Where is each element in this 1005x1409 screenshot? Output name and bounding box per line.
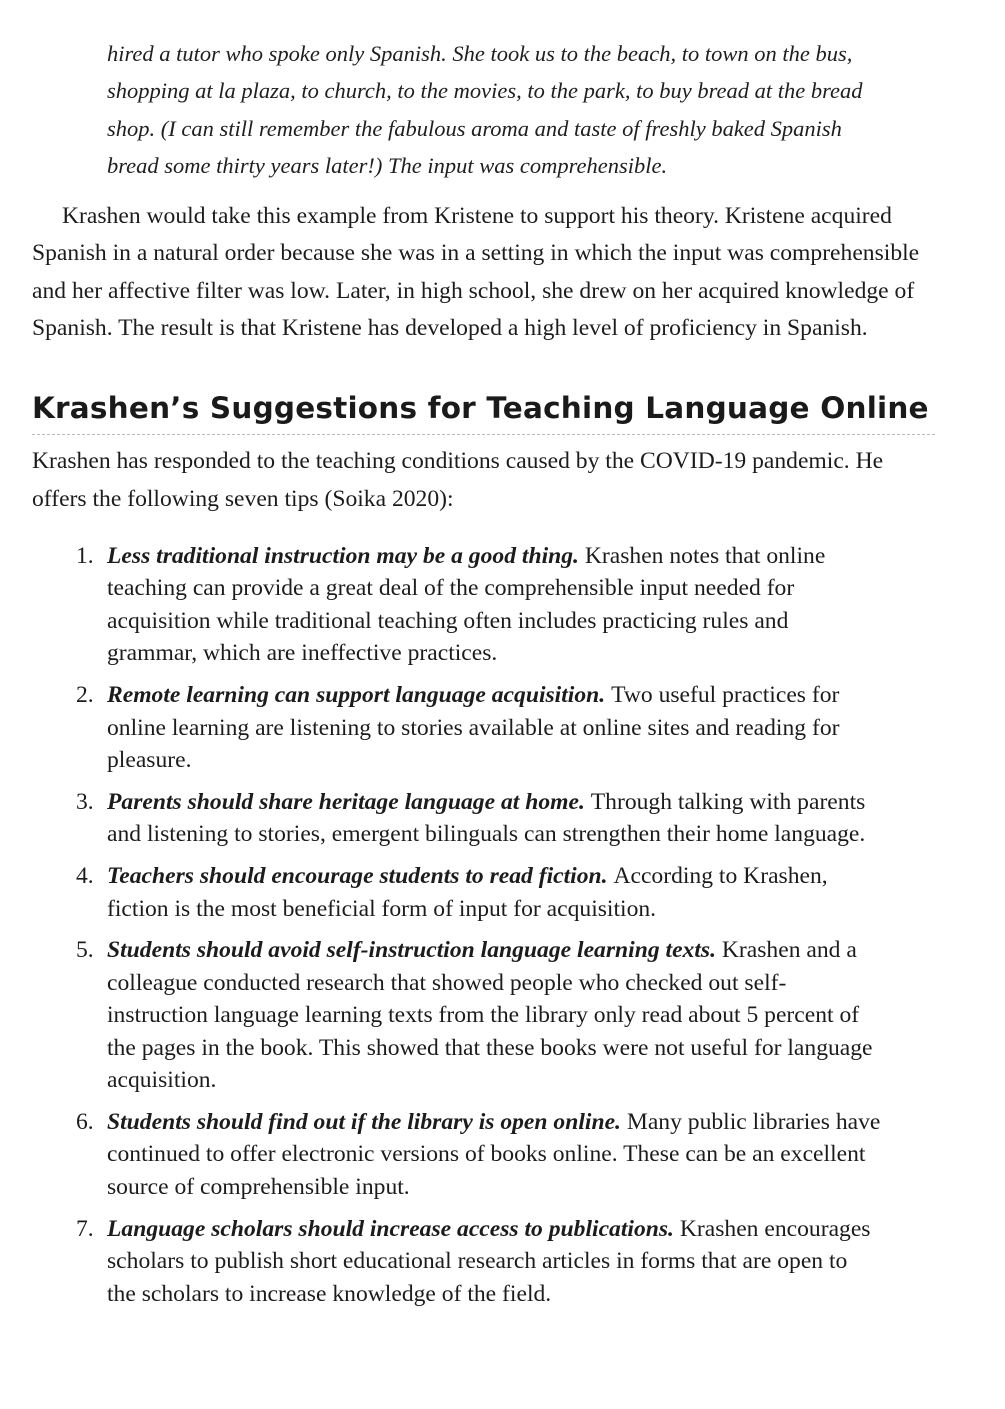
tip-number: 1. (76, 542, 94, 569)
section-intro: Krashen has responded to the teaching conditions caused by the COVID-19 pandemic. He offers the following seven tips (Soika 2020): (32, 448, 884, 512)
tip-number: 2. (76, 682, 94, 709)
tip-lead: Students should avoid self-instruction language learning texts. (107, 937, 722, 964)
tip-item (32, 860, 882, 925)
tip-item (32, 786, 882, 851)
tip-body: Many public libraries have continued to offer electronic versions of books online. These can be an excellent source of comprehensible input. (107, 1108, 881, 1200)
tip-lead: Less traditional instruction may be a good thing. (107, 542, 585, 569)
tip-body: According to Krashen, fiction is the most beneficial form of input for acquisition. (107, 863, 828, 922)
tip-body: Two useful practices for online learning are listening to stories available at online sites and reading for pleasure. (107, 682, 840, 773)
tips-list (32, 540, 935, 1310)
tip-lead: Parents should share heritage language at home. (107, 788, 591, 815)
body-paragraph: Krashen would take this example from Kristene to support his theory. Kristene acquired Spanish in a natural order because she was in a setting in which the input was comprehensible and her affective filter was low. Later, in high school, she drew on her acquired knowledge of Spanish. The result is that Kristene has developed a high level of proficiency in Spanish. (32, 203, 920, 342)
tip-lead: Teachers should encourage students to read fiction. (107, 863, 614, 890)
tip-lead: Remote learning can support language acquisition. (107, 682, 612, 709)
tip-number: 6. (76, 1108, 94, 1135)
tip-number: 4. (76, 863, 94, 890)
tip-body: Krashen encourages scholars to publish short educational research articles in forms that are open to the scholars to increase knowledge of the field. (107, 1215, 871, 1307)
document-page (32, 0, 935, 1319)
tip-number: 3. (76, 788, 94, 815)
tip-item (32, 540, 882, 670)
tip-body: Through talking with parents and listening to stories, emergent bilinguals can strengthen their home language. (107, 788, 866, 848)
tip-number: 7. (76, 1215, 94, 1242)
block-quote (32, 0, 887, 184)
tip-lead: Language scholars should increase access to publications. (107, 1215, 680, 1242)
tip-item (32, 1106, 882, 1203)
section-heading: Krashen’s Suggestions for Teaching Language Online (32, 388, 935, 435)
block-quote-text: hired a tutor who spoke only Spanish. She took us to the beach, to town on the bus, shopping at la plaza, to church, to the movies, to the park, to buy bread at the bread shop. (I can still remember the fabulous aroma and taste of freshly baked Spanish bread some thirty years later!) The input was comprehensible. (107, 41, 863, 178)
tip-body: Krashen and a colleague conducted research that showed people who checked out self-instruction language learning texts from the library only read about 5 percent of the pages in the book. This showed that these books were not useful for language acquisition. (107, 937, 873, 1094)
tip-lead: Students should find out if the library is open online. (107, 1108, 627, 1135)
tip-item (32, 1213, 882, 1310)
tip-item (32, 934, 882, 1096)
tip-body: Krashen notes that online teaching can provide a great deal of the comprehensible input needed for acquisition while traditional teaching often includes practicing rules and grammar, which are ineffective practices. (107, 542, 826, 667)
tip-item (32, 679, 882, 776)
tip-number: 5. (76, 937, 94, 964)
